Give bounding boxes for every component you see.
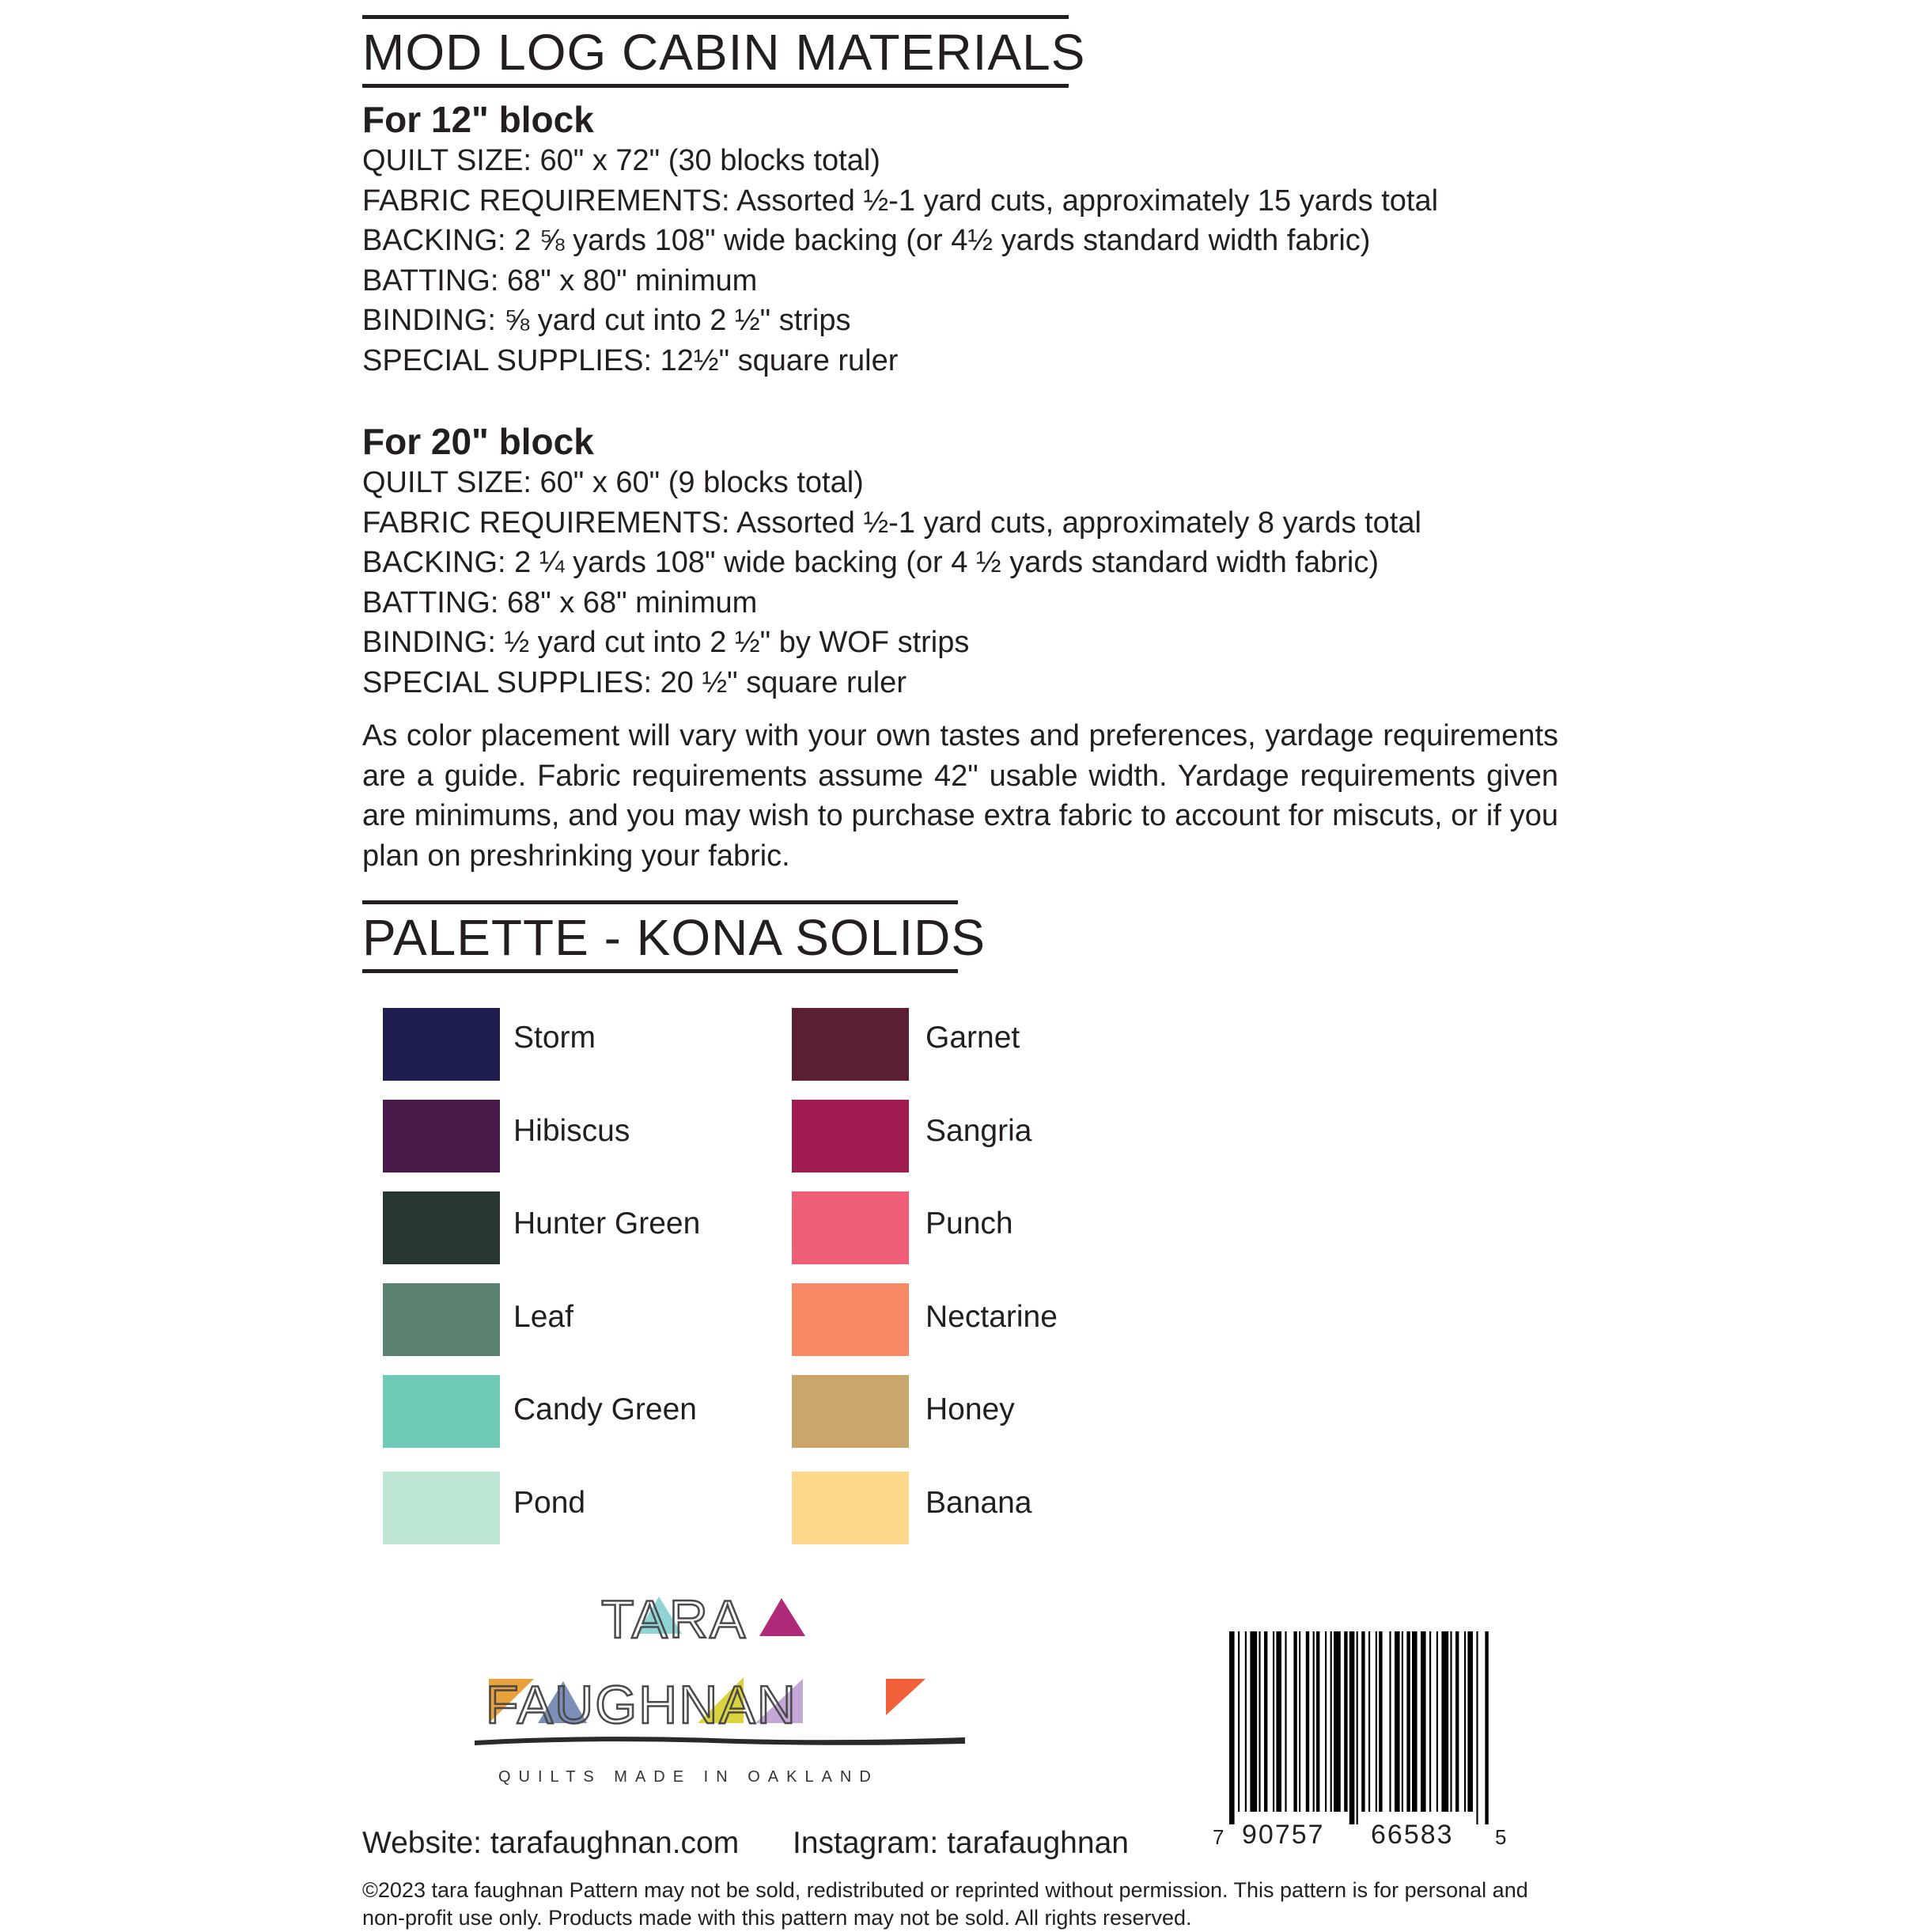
barcode-bar <box>1455 1631 1459 1812</box>
label-sangria: Sangria <box>925 1114 1032 1148</box>
barcode-bar <box>1429 1631 1431 1812</box>
label-banana: Banana <box>925 1486 1032 1520</box>
barcode-bar <box>1306 1631 1309 1812</box>
instagram-text[interactable]: Instagram: tarafaughnan <box>793 1826 1129 1860</box>
block20-list <box>362 463 1421 703</box>
barcode-bar <box>1264 1631 1267 1812</box>
swatch-punch <box>792 1191 909 1264</box>
barcode-bar <box>1379 1631 1382 1812</box>
barcode-bar <box>1421 1631 1426 1812</box>
barcode-bar <box>1313 1631 1315 1812</box>
label-nectarine: Nectarine <box>925 1300 1058 1334</box>
materials-bottom-rule <box>362 84 1069 88</box>
materials-title: MOD LOG CABIN MATERIALS <box>362 24 1086 81</box>
block12-binding: BINDING: ⅝ yard cut into 2 ½" strips <box>362 304 851 337</box>
block12-heading: For 12" block <box>362 99 594 140</box>
block20-quilt-size: QUILT SIZE: 60" x 60" (9 blocks total) <box>362 466 864 499</box>
label-leaf: Leaf <box>513 1300 573 1334</box>
logo-block-magenta <box>759 1598 805 1636</box>
barcode-bar <box>1395 1631 1400 1812</box>
block12-fabric: FABRIC REQUIREMENTS: Assorted ½-1 yard cuts, approximately 15 yards total <box>362 184 1439 218</box>
block12-supplies: SPECIAL SUPPLIES: 12½" square ruler <box>362 343 899 377</box>
barcode-bar <box>1402 1631 1403 1812</box>
yardage-note: As color placement will vary with your own tastes and preferences, yardage requirements are a guide. Fabric requirements assume 42" usable width. Yardage requirements given are minimums, and you may wish to purchase extra fabric to account for miscuts, or if you plan on preshrinking your fabric. <box>362 719 1558 873</box>
logo-word-tara: TARA <box>601 1589 748 1650</box>
upc-barcode <box>1228 1631 1489 1824</box>
label-candy-green: Candy Green <box>513 1392 697 1426</box>
palette-top-rule <box>362 900 958 904</box>
swatch-pond <box>383 1472 500 1544</box>
barcode-bar <box>1259 1631 1260 1812</box>
barcode-bar <box>1389 1631 1391 1812</box>
barcode-bar <box>1293 1631 1296 1812</box>
logo-word-faughnan: FAUGHNAN <box>486 1675 797 1735</box>
block20-heading: For 20" block <box>362 421 594 462</box>
barcode-bar <box>1357 1631 1358 1824</box>
label-honey: Honey <box>925 1392 1015 1426</box>
block12-batting: BATTING: 68" x 80" minimum <box>362 263 758 297</box>
palette-title: PALETTE - KONA SOLIDS <box>362 909 986 966</box>
block20-fabric: FABRIC REQUIREMENTS: Assorted ½-1 yard cuts, approximately 8 yards total <box>362 506 1421 540</box>
label-punch: Punch <box>925 1207 1013 1241</box>
barcode-lead-digit: 7 <box>1213 1825 1224 1849</box>
barcode-bar <box>1485 1631 1488 1824</box>
copyright-notice: ©2023 tara faughnan Pattern may not be sold, redistributed or reprinted without permission. This pattern is for personal and non-profit use only. Products made with this pattern may not be sold. All rights reserved. <box>362 1878 1528 1930</box>
swatch-storm <box>383 1008 500 1081</box>
barcode-bar <box>1273 1631 1274 1812</box>
block20-batting: BATTING: 68" x 68" minimum <box>362 585 758 619</box>
barcode-bar <box>1238 1631 1240 1812</box>
barcode-bar <box>1361 1631 1364 1812</box>
barcode-bar <box>1325 1631 1327 1812</box>
logo-brush-stroke <box>475 1737 965 1745</box>
swatch-garnet <box>792 1008 909 1081</box>
barcode-bar <box>1344 1631 1347 1812</box>
block12-list <box>362 141 1438 381</box>
barcode-bar <box>1276 1631 1281 1812</box>
swatch-leaf <box>383 1283 500 1356</box>
barcode-bar <box>1406 1631 1410 1812</box>
label-pond: Pond <box>513 1486 586 1520</box>
barcode-bar <box>1376 1631 1377 1812</box>
barcode-bar <box>1450 1631 1452 1812</box>
swatch-banana <box>792 1472 909 1544</box>
palette-bottom-rule <box>362 969 958 973</box>
barcode-bar <box>1229 1631 1235 1824</box>
block20-supplies: SPECIAL SUPPLIES: 20 ½" square ruler <box>362 665 907 699</box>
barcode-check-digit: 5 <box>1495 1825 1507 1849</box>
swatch-candy-green <box>383 1375 500 1448</box>
swatch-hunter-green <box>383 1191 500 1264</box>
tara-faughnan-logo <box>475 1582 965 1788</box>
barcode-bar <box>1464 1631 1466 1812</box>
barcode-bar <box>1476 1631 1478 1824</box>
block20-backing: BACKING: 2 ¼ yards 108" wide backing (or 4 ½ yards standard width fabric) <box>362 546 1379 579</box>
label-storm: Storm <box>513 1021 596 1055</box>
barcode-bar <box>1467 1631 1473 1812</box>
block20-binding: BINDING: ½ yard cut into 2 ½" by WOF strips <box>362 626 970 659</box>
logo-block-red <box>886 1679 925 1715</box>
barcode-bar <box>1250 1631 1257 1812</box>
swatch-honey <box>792 1375 909 1448</box>
label-hibiscus: Hibiscus <box>513 1114 630 1148</box>
barcode-bar <box>1368 1631 1370 1812</box>
barcode-bar <box>1245 1631 1247 1812</box>
swatch-hibiscus <box>383 1100 500 1172</box>
barcode-bar <box>1334 1631 1341 1812</box>
barcode-bar <box>1349 1631 1355 1824</box>
block12-quilt-size: QUILT SIZE: 60" x 72" (30 blocks total) <box>362 144 880 177</box>
swatch-nectarine <box>792 1283 909 1356</box>
barcode-bar <box>1299 1631 1300 1812</box>
barcode-group-2: 66583 <box>1371 1820 1454 1850</box>
barcode-bar <box>1436 1631 1438 1812</box>
materials-top-rule <box>362 15 1069 19</box>
block12-backing: BACKING: 2 ⅝ yards 108" wide backing (or 4½ yards standard width fabric) <box>362 224 1371 257</box>
barcode-bar <box>1412 1631 1417 1812</box>
logo-tagline: QUILTS MADE IN OAKLAND <box>498 1768 879 1786</box>
barcode-bar <box>1285 1631 1286 1812</box>
barcode-bar <box>1330 1631 1332 1812</box>
label-hunter-green: Hunter Green <box>513 1207 701 1241</box>
barcode-bar <box>1316 1631 1319 1812</box>
swatch-sangria <box>792 1100 909 1172</box>
label-garnet: Garnet <box>925 1021 1020 1055</box>
barcode-bar <box>1441 1631 1448 1812</box>
website-text[interactable]: Website: tarafaughnan.com <box>362 1826 740 1860</box>
barcode-group-1: 90757 <box>1242 1820 1325 1850</box>
